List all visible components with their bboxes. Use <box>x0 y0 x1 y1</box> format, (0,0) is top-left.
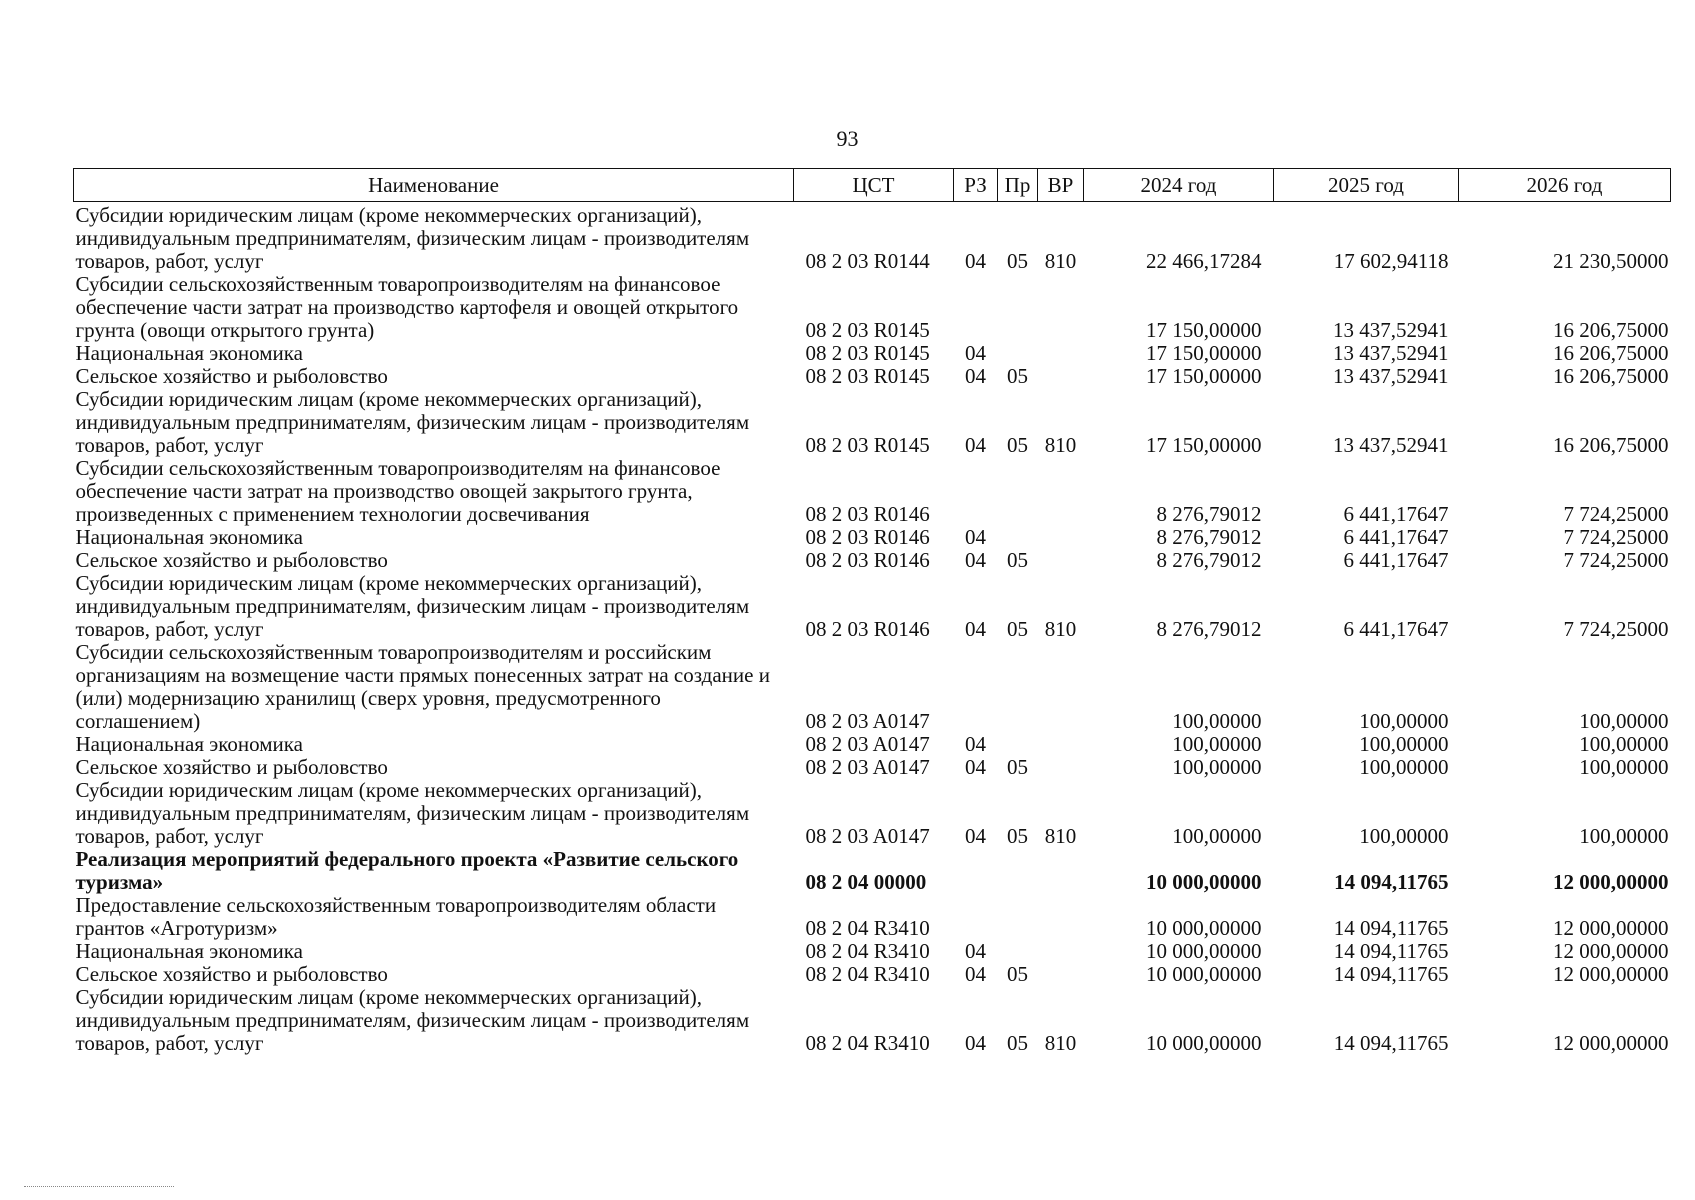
row-pr <box>998 342 1038 365</box>
row-cst: 08 2 03 R0146 <box>805 525 930 549</box>
row-2025: 14 094,11765 <box>1333 962 1449 986</box>
header-name: Наименование <box>74 169 794 202</box>
row-2026: 12 000,00000 <box>1553 870 1669 894</box>
row-name: Субсидии юридическим лицам (кроме некоммерческих организаций), индивидуальным предпринимателям, физическим лицам - производителям товаров, работ, услуг <box>75 203 750 273</box>
table-row <box>74 572 1671 641</box>
row-cst: 08 2 03 A0147 <box>805 755 930 779</box>
row-vr <box>1038 756 1084 779</box>
row-2024: 22 466,17284 <box>1146 249 1262 273</box>
row-2025: 13 437,52941 <box>1333 318 1449 342</box>
row-vr <box>1038 894 1084 940</box>
row-cst: 08 2 04 R3410 <box>805 1031 930 1055</box>
row-rz <box>954 894 998 940</box>
row-2026: 7 724,25000 <box>1563 502 1669 526</box>
row-rz: 04 <box>965 755 986 779</box>
row-2026: 16 206,75000 <box>1553 364 1669 388</box>
row-pr: 05 <box>1007 548 1028 572</box>
table-row <box>74 986 1671 1055</box>
row-2026: 21 230,50000 <box>1553 249 1669 273</box>
row-name: Национальная экономика <box>75 525 303 549</box>
row-2024: 100,00000 <box>1172 709 1262 733</box>
row-pr: 05 <box>1007 249 1028 273</box>
row-pr <box>998 641 1038 733</box>
row-cst: 08 2 03 R0145 <box>805 318 930 342</box>
row-2026: 12 000,00000 <box>1553 962 1669 986</box>
row-vr: 810 <box>1044 617 1077 641</box>
row-cst: 08 2 03 R0146 <box>805 502 930 526</box>
row-vr <box>1038 457 1084 526</box>
row-2026: 12 000,00000 <box>1553 939 1669 963</box>
row-cst: 08 2 03 R0145 <box>805 341 930 365</box>
row-2024: 10 000,00000 <box>1146 939 1262 963</box>
row-name: Субсидии юридическим лицам (кроме некоммерческих организаций), индивидуальным предпринимателям, физическим лицам - производителям товаров, работ, услуг <box>75 387 750 457</box>
row-2026: 100,00000 <box>1579 824 1669 848</box>
row-cst: 08 2 04 R3410 <box>805 962 930 986</box>
table-row <box>74 940 1671 963</box>
row-vr: 810 <box>1044 1031 1077 1055</box>
row-2024: 10 000,00000 <box>1146 870 1262 894</box>
row-pr: 05 <box>1007 1031 1028 1055</box>
row-vr <box>1038 365 1084 388</box>
row-2024: 17 150,00000 <box>1146 364 1262 388</box>
row-cst: 08 2 03 R0145 <box>805 364 930 388</box>
row-2025: 6 441,17647 <box>1343 525 1449 549</box>
row-2026: 16 206,75000 <box>1553 318 1669 342</box>
row-pr <box>998 894 1038 940</box>
row-pr <box>998 273 1038 342</box>
table-row <box>74 342 1671 365</box>
row-name: Сельское хозяйство и рыболовство <box>75 962 388 986</box>
row-name: Сельское хозяйство и рыболовство <box>75 755 388 779</box>
row-rz: 04 <box>965 364 986 388</box>
row-vr <box>1038 342 1084 365</box>
row-pr <box>998 733 1038 756</box>
row-name: Реализация мероприятий федерального проекта «Развитие сельского туризма» <box>75 847 739 894</box>
row-2025: 100,00000 <box>1359 824 1449 848</box>
budget-table <box>73 168 1671 1055</box>
row-2025: 13 437,52941 <box>1333 433 1449 457</box>
row-rz: 04 <box>965 732 986 756</box>
row-name: Национальная экономика <box>75 732 303 756</box>
page-number: 93 <box>836 126 859 151</box>
row-vr <box>1038 848 1084 894</box>
row-pr: 05 <box>1007 364 1028 388</box>
row-rz <box>954 457 998 526</box>
table-row <box>74 894 1671 940</box>
row-vr: 810 <box>1044 824 1077 848</box>
table-row <box>74 526 1671 549</box>
row-pr <box>998 848 1038 894</box>
row-pr: 05 <box>1007 617 1028 641</box>
table-row <box>74 963 1671 986</box>
header-cst: ЦСТ <box>794 169 954 202</box>
row-2025: 13 437,52941 <box>1333 364 1449 388</box>
row-cst: 08 2 03 R0146 <box>805 548 930 572</box>
header-vr: ВР <box>1038 169 1084 202</box>
row-rz: 04 <box>965 962 986 986</box>
table-header-row <box>74 169 1671 202</box>
header-2024: 2024 год <box>1084 169 1274 202</box>
row-name: Субсидии юридическим лицам (кроме некоммерческих организаций), индивидуальным предпринимателям, физическим лицам - производителям товаров, работ, услуг <box>75 778 750 848</box>
table-row <box>74 779 1671 848</box>
row-cst: 08 2 03 R0146 <box>805 617 930 641</box>
row-2024: 100,00000 <box>1172 755 1262 779</box>
row-vr <box>1038 641 1084 733</box>
row-2026: 7 724,25000 <box>1563 548 1669 572</box>
header-rz: РЗ <box>954 169 998 202</box>
row-vr <box>1038 733 1084 756</box>
table-row <box>74 848 1671 894</box>
row-2026: 100,00000 <box>1579 709 1669 733</box>
row-2026: 12 000,00000 <box>1553 916 1669 940</box>
row-2024: 100,00000 <box>1172 732 1262 756</box>
row-rz <box>954 273 998 342</box>
row-vr <box>1038 526 1084 549</box>
row-name: Субсидии сельскохозяйственным товаропроизводителям и российским организациям на возмещение части прямых понесенных затрат на создание и (или) модернизацию хранилищ (сверх уровня, предусмотренного соглашением) <box>75 640 770 733</box>
row-2026: 7 724,25000 <box>1563 617 1669 641</box>
row-rz: 04 <box>965 939 986 963</box>
row-2024: 17 150,00000 <box>1146 341 1262 365</box>
row-cst: 08 2 03 A0147 <box>805 824 930 848</box>
row-rz: 04 <box>965 1031 986 1055</box>
row-rz <box>954 848 998 894</box>
row-2025: 17 602,94118 <box>1333 249 1449 273</box>
row-name: Субсидии сельскохозяйственным товаропроизводителям на финансовое обеспечение части затрат на производство картофеля и овощей открытого грунта (овощи открытого грунта) <box>75 272 739 342</box>
row-2024: 100,00000 <box>1172 824 1262 848</box>
row-vr <box>1038 273 1084 342</box>
row-2026: 100,00000 <box>1579 732 1669 756</box>
row-cst: 08 2 04 R3410 <box>805 939 930 963</box>
row-2025: 100,00000 <box>1359 732 1449 756</box>
row-2024: 10 000,00000 <box>1146 962 1262 986</box>
row-vr <box>1038 549 1084 572</box>
row-pr: 05 <box>1007 824 1028 848</box>
row-pr: 05 <box>1007 755 1028 779</box>
row-rz: 04 <box>965 433 986 457</box>
row-2025: 13 437,52941 <box>1333 341 1449 365</box>
row-2024: 8 276,79012 <box>1156 525 1262 549</box>
row-cst: 08 2 03 R0144 <box>805 249 930 273</box>
row-2024: 10 000,00000 <box>1146 1031 1262 1055</box>
row-name: Сельское хозяйство и рыболовство <box>75 364 388 388</box>
row-name: Субсидии сельскохозяйственным товаропроизводителям на финансовое обеспечение части затрат на производство овощей закрытого грунта, произведенных с применением технологии досвечивания <box>75 456 721 526</box>
table-row <box>74 733 1671 756</box>
row-rz: 04 <box>965 525 986 549</box>
table-row <box>74 365 1671 388</box>
row-name: Предоставление сельскохозяйственным товаропроизводителям области грантов «Агротуризм» <box>75 893 717 940</box>
row-2025: 14 094,11765 <box>1333 939 1449 963</box>
row-rz <box>954 641 998 733</box>
row-vr <box>1038 963 1084 986</box>
table-row <box>74 756 1671 779</box>
row-cst: 08 2 03 R0145 <box>805 433 930 457</box>
row-rz: 04 <box>965 824 986 848</box>
row-pr <box>998 940 1038 963</box>
header-2025: 2025 год <box>1274 169 1459 202</box>
table-row <box>74 641 1671 733</box>
row-2026: 100,00000 <box>1579 755 1669 779</box>
row-rz: 04 <box>965 548 986 572</box>
table-body <box>74 202 1671 1056</box>
row-2024: 10 000,00000 <box>1146 916 1262 940</box>
table-row <box>74 202 1671 274</box>
row-2025: 14 094,11765 <box>1333 916 1449 940</box>
row-rz: 04 <box>965 249 986 273</box>
row-2025: 6 441,17647 <box>1343 548 1449 572</box>
row-2025: 14 094,11765 <box>1334 870 1449 894</box>
row-2024: 17 150,00000 <box>1146 433 1262 457</box>
row-rz: 04 <box>965 341 986 365</box>
row-2024: 8 276,79012 <box>1156 502 1262 526</box>
row-2026: 16 206,75000 <box>1553 341 1669 365</box>
table-row <box>74 388 1671 457</box>
row-pr: 05 <box>1007 433 1028 457</box>
row-cst: 08 2 03 A0147 <box>805 709 930 733</box>
row-name: Национальная экономика <box>75 341 303 365</box>
table-row <box>74 549 1671 572</box>
row-2025: 100,00000 <box>1359 709 1449 733</box>
row-2025: 14 094,11765 <box>1333 1031 1449 1055</box>
row-2026: 16 206,75000 <box>1553 433 1669 457</box>
row-2026: 12 000,00000 <box>1553 1031 1669 1055</box>
row-vr: 810 <box>1044 433 1077 457</box>
row-vr <box>1038 940 1084 963</box>
row-name: Субсидии юридическим лицам (кроме некоммерческих организаций), индивидуальным предпринимателям, физическим лицам - производителям товаров, работ, услуг <box>75 571 750 641</box>
row-2024: 8 276,79012 <box>1156 548 1262 572</box>
row-2024: 8 276,79012 <box>1156 617 1262 641</box>
row-2024: 17 150,00000 <box>1146 318 1262 342</box>
row-pr: 05 <box>1007 962 1028 986</box>
row-pr <box>998 457 1038 526</box>
row-2025: 6 441,17647 <box>1343 617 1449 641</box>
row-name: Национальная экономика <box>75 939 303 963</box>
row-vr: 810 <box>1044 249 1077 273</box>
row-cst: 08 2 04 00000 <box>805 870 927 894</box>
row-rz: 04 <box>965 617 986 641</box>
row-name: Сельское хозяйство и рыболовство <box>75 548 388 572</box>
row-2026: 7 724,25000 <box>1563 525 1669 549</box>
row-pr <box>998 526 1038 549</box>
row-2025: 6 441,17647 <box>1343 502 1449 526</box>
row-2025: 100,00000 <box>1359 755 1449 779</box>
table-row <box>74 273 1671 342</box>
row-name: Субсидии юридическим лицам (кроме некоммерческих организаций), индивидуальным предпринимателям, физическим лицам - производителям товаров, работ, услуг <box>75 985 750 1055</box>
table-row <box>74 457 1671 526</box>
row-cst: 08 2 03 A0147 <box>805 732 930 756</box>
footer-divider <box>24 1186 174 1187</box>
header-pr: Пр <box>998 169 1038 202</box>
header-2026: 2026 год <box>1459 169 1671 202</box>
row-cst: 08 2 04 R3410 <box>805 916 930 940</box>
